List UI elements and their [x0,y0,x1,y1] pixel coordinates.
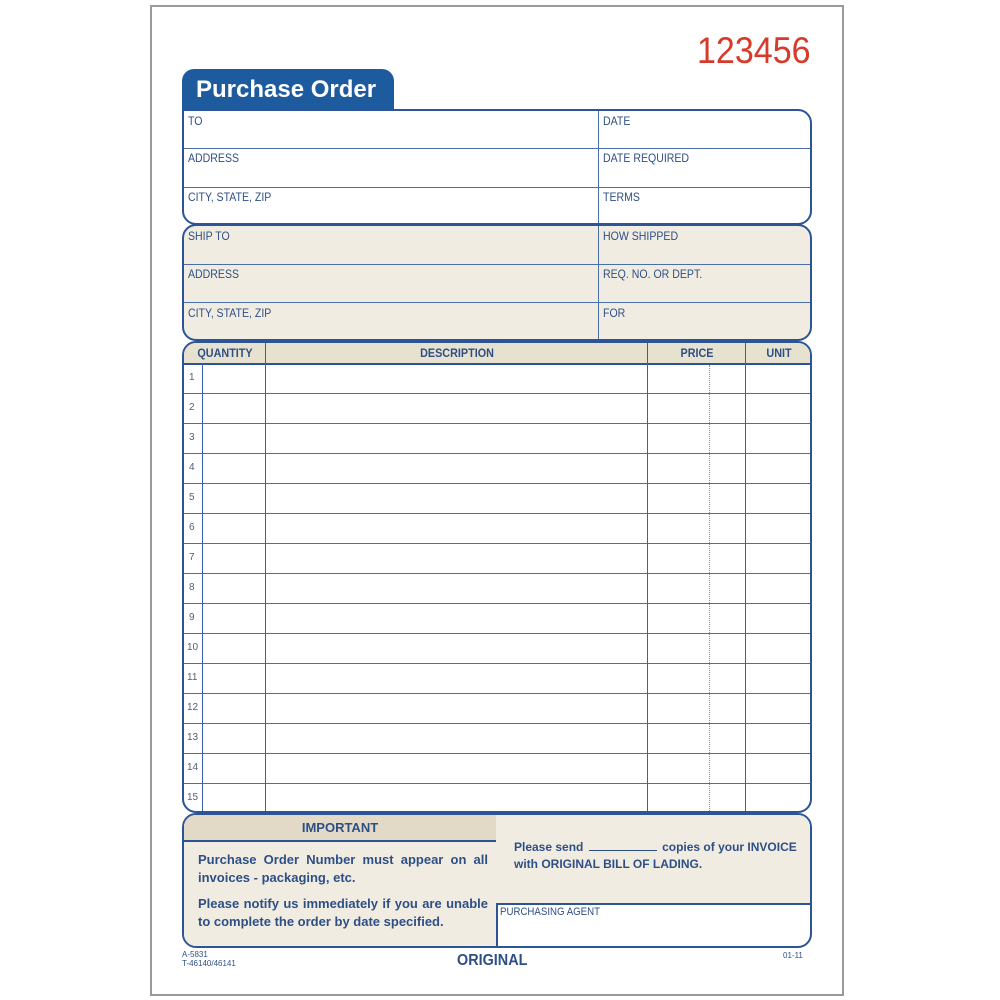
form-code-2: T-46140/46141 [182,959,236,968]
field-date-required[interactable]: DATE REQUIRED [603,151,690,165]
column-divider [265,343,266,811]
table-row[interactable] [184,723,810,754]
table-row[interactable] [184,363,810,394]
row-number: 2 [189,402,195,413]
invoice-note-part1: Please send [514,840,584,854]
row-number: 13 [187,732,199,743]
items-table [182,341,812,813]
row-number: 12 [187,702,199,713]
field-ship-address[interactable]: ADDRESS [188,267,240,281]
table-row[interactable] [184,783,810,813]
divider [598,111,599,223]
table-row[interactable] [184,453,810,484]
row-number: 9 [189,612,195,623]
field-purchasing-agent[interactable]: PURCHASING AGENT [500,906,601,918]
divider [184,187,810,188]
divider [184,264,810,265]
divider [184,148,810,149]
row-number: 11 [187,672,198,683]
row-number: 5 [189,492,195,503]
column-divider [202,363,203,811]
row-number: 6 [189,522,195,533]
column-divider [647,343,648,811]
invoice-note-part2: copies of your INVOICE [662,840,797,854]
important-text-2: Please notify us immediately if you are unable to complete the order by date specified. [198,896,488,929]
divider [598,226,599,339]
row-number: 3 [189,432,195,443]
price-cents-divider [709,365,710,811]
copies-blank-field[interactable] [589,840,657,851]
form-title: Purchase Order [196,76,377,103]
vendor-section [182,109,812,225]
row-number: 4 [189,462,195,473]
important-text-1: Purchase Order Number must appear on all invoices - packaging, etc. [198,852,488,885]
row-number: 15 [187,792,199,803]
field-terms[interactable]: TERMS [603,190,640,204]
table-row[interactable] [184,663,810,694]
field-to[interactable]: TO [188,114,203,128]
field-req-no-dept[interactable]: REQ. NO. OR DEPT. [603,267,703,281]
po-number: 123456 [697,30,811,71]
row-number: 8 [189,582,195,593]
table-row[interactable] [184,393,810,424]
table-row[interactable] [184,753,810,784]
row-number: 14 [187,762,199,773]
field-how-shipped[interactable]: HOW SHIPPED [603,229,679,243]
table-row[interactable] [184,513,810,544]
table-row[interactable] [184,603,810,634]
invoice-note-line2: with ORIGINAL BILL OF LADING. [514,857,703,871]
row-number: 1 [189,372,195,383]
copy-label: ORIGINAL [457,952,528,969]
field-ship-city-state-zip[interactable]: CITY, STATE, ZIP [188,306,272,320]
column-header-price: PRICE [680,346,714,360]
table-row[interactable] [184,693,810,724]
table-row[interactable] [184,423,810,454]
important-heading: IMPORTANT [184,815,496,842]
row-number: 7 [189,552,195,563]
title-tab [182,69,394,110]
invoice-note [514,839,797,873]
field-for[interactable]: FOR [603,306,626,320]
form-code: A-5831 [182,950,208,959]
table-body [184,363,810,811]
divider [184,302,810,303]
ship-section [182,224,812,341]
table-row[interactable] [184,633,810,664]
column-divider [745,343,746,811]
column-header-description: DESCRIPTION [420,346,494,360]
important-box [184,815,498,946]
column-header-unit: UNIT [766,346,792,360]
revision-code: 01-11 [783,951,803,960]
invoice-note-box [496,815,810,905]
field-city-state-zip[interactable]: CITY, STATE, ZIP [188,190,272,204]
field-address[interactable]: ADDRESS [188,151,240,165]
field-ship-to[interactable]: SHIP TO [188,229,230,243]
column-header-quantity: QUANTITY [197,346,253,360]
row-number: 10 [187,642,199,653]
table-header [184,343,810,365]
field-date[interactable]: DATE [603,114,631,128]
bottom-section [182,813,812,948]
table-row[interactable] [184,573,810,604]
table-row[interactable] [184,543,810,574]
table-row[interactable] [184,483,810,514]
